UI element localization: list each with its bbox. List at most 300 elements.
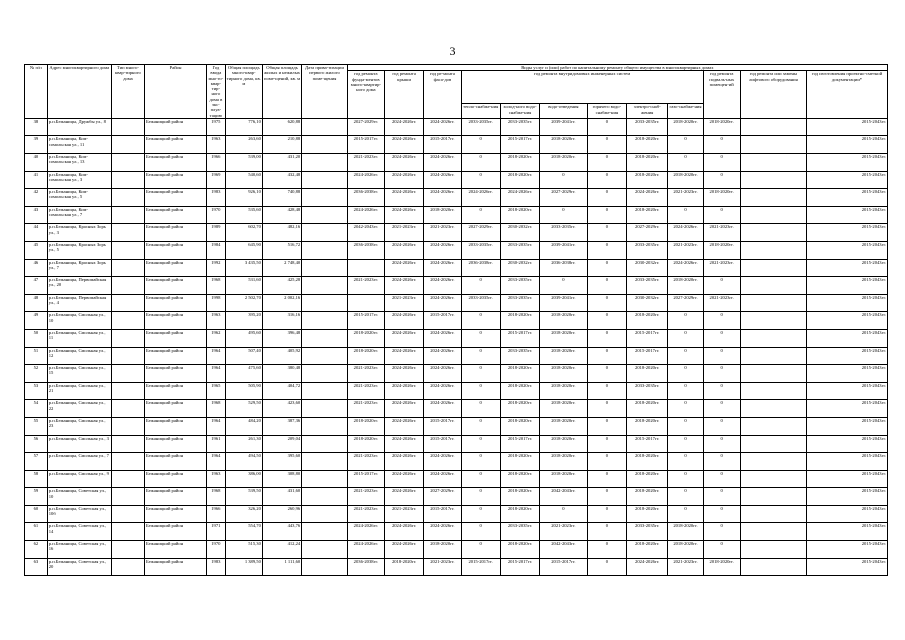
table-cell: 2018-2020гг. — [668, 118, 703, 136]
table-cell — [740, 277, 806, 295]
table-cell — [111, 541, 144, 559]
table-cell: 2018-2020гг. — [500, 171, 539, 189]
table-cell: 49 — [25, 312, 48, 330]
table-cell: 2039-2041гг. — [540, 241, 588, 259]
table-cell: 0 — [587, 312, 626, 330]
table-cell: 2018-2020гг. — [627, 488, 668, 506]
table-cell — [111, 154, 144, 172]
table-cell: 2018-2020гг. — [627, 453, 668, 471]
table-cell: 0 — [703, 505, 740, 523]
table-cell: 2018-2020гг. — [540, 453, 588, 471]
table-cell: 2024-2026гг. — [384, 206, 423, 224]
table-cell: Бежаницкий район — [144, 189, 206, 207]
table-cell: 2033-2035гг. — [500, 118, 539, 136]
table-cell — [740, 417, 806, 435]
table-cell: 2024-2026гг. — [627, 189, 668, 207]
table-cell: 0 — [668, 329, 703, 347]
table-cell: 2021-2023гг. — [347, 453, 384, 471]
table-cell: р.п.Бежаницы, Ком-сомольская ул., 3 — [47, 171, 111, 189]
table-cell: 263,60 — [225, 136, 262, 154]
table-cell: 57 — [25, 453, 48, 471]
table-cell: 2024-2026гг. — [424, 523, 461, 541]
table-cell: р.п.Бежаницы, Смольная ул., 11 — [47, 329, 111, 347]
page-number: 3 — [449, 44, 456, 58]
table-cell: 0 — [703, 347, 740, 365]
table-cell: 2033-2035гг. — [627, 277, 668, 295]
table-row — [25, 154, 888, 172]
table-cell: 482,16 — [262, 224, 301, 242]
table-cell: 2024-2026гг. — [384, 400, 423, 418]
table-cell: 505,90 — [225, 382, 262, 400]
col-header-elevator: год ремонта или замены лифтового оборудования — [740, 71, 806, 119]
table-cell — [111, 171, 144, 189]
table-cell — [302, 206, 348, 224]
table-cell: 2024-2026гг. — [424, 241, 461, 259]
table-cell: 529,50 — [225, 400, 262, 418]
table-cell — [111, 558, 144, 576]
table-cell — [111, 382, 144, 400]
table-cell: Бежаницкий район — [144, 224, 206, 242]
table-cell: р.п.Бежаницы, Красных Зорь ул., 3 — [47, 224, 111, 242]
table-cell: 2018-2020гг. — [540, 435, 588, 453]
table-cell: 431,60 — [262, 488, 301, 506]
table-cell: 0 — [668, 435, 703, 453]
col-header-heat: тепло-снабже-ния — [461, 104, 500, 118]
table-cell: 0 — [461, 470, 500, 488]
table-cell: 2024-2026гг. — [347, 541, 384, 559]
table-cell: 2018-2020гг. — [703, 189, 740, 207]
table-cell: 2024-2026гг. — [627, 558, 668, 576]
table-cell: 395,20 — [225, 312, 262, 330]
table-row — [25, 329, 888, 347]
table-cell — [740, 541, 806, 559]
table-cell: 0 — [587, 171, 626, 189]
table-cell: 2015-2043гг. — [807, 224, 888, 242]
table-cell: 2024-2026гг. — [424, 382, 461, 400]
table-cell: 2015-2043гг. — [807, 417, 888, 435]
table-cell: 2018-2020гг. — [627, 312, 668, 330]
table-cell: 1970 — [207, 206, 226, 224]
table-cell: 2015-2043гг. — [807, 329, 888, 347]
col-header-type: Тип много-квар-тирного дома — [111, 65, 144, 119]
table-cell: 2015-2017гг. — [424, 435, 461, 453]
table-cell: 0 — [461, 400, 500, 418]
table-row — [25, 294, 888, 312]
table-cell: 423,60 — [262, 400, 301, 418]
table-cell: 1962 — [207, 329, 226, 347]
table-cell: 2036-2038гг. — [461, 259, 500, 277]
table-row — [25, 118, 888, 136]
table-cell: 494,50 — [225, 453, 262, 471]
table-cell: 2024-2026гг. — [384, 189, 423, 207]
table-cell — [302, 505, 348, 523]
table-cell: 2015-2043гг. — [807, 365, 888, 383]
table-cell: Бежаницкий район — [144, 241, 206, 259]
table-cell: 2021-2023гг. — [668, 558, 703, 576]
table-cell: 645,90 — [225, 241, 262, 259]
table-cell — [302, 154, 348, 172]
table-cell: 2033-2035гг. — [627, 118, 668, 136]
table-cell: 2024-2026гг. — [384, 523, 423, 541]
col-header-electric: электро-снаб-жения — [627, 104, 668, 118]
table-cell: 210,88 — [262, 136, 301, 154]
table-cell — [740, 453, 806, 471]
table-cell: 0 — [703, 171, 740, 189]
table-cell: 42 — [25, 189, 48, 207]
table-cell: 2015-2043гг. — [807, 382, 888, 400]
table-cell: 531,60 — [225, 277, 262, 295]
table-cell: 0 — [703, 136, 740, 154]
table-cell: 2018-2020гг. — [703, 558, 740, 576]
table-cell: 0 — [540, 171, 588, 189]
table-cell: 2018-2020гг. — [500, 417, 539, 435]
table-cell: Бежаницкий район — [144, 277, 206, 295]
table-cell — [740, 347, 806, 365]
table-cell: 2033-2035гг. — [461, 294, 500, 312]
table-cell: 405,92 — [262, 347, 301, 365]
table-cell: 1968 — [207, 488, 226, 506]
table-cell: 0 — [587, 382, 626, 400]
table-cell: 2024-2026гг. — [424, 189, 461, 207]
table-cell: 2024-2026гг. — [424, 259, 461, 277]
table-cell: 0 — [587, 470, 626, 488]
table-cell: 0 — [587, 118, 626, 136]
table-cell: 2042-2043гг. — [347, 224, 384, 242]
table-cell: 0 — [587, 154, 626, 172]
table-cell: 2018-2020гг. — [668, 541, 703, 559]
table-cell: 2027-2029гг. — [668, 294, 703, 312]
table-cell: 535,60 — [225, 206, 262, 224]
table-cell: 2042-2043гг. — [540, 488, 588, 506]
table-cell: 48 — [25, 294, 48, 312]
table-cell: 0 — [703, 400, 740, 418]
table-cell: 0 — [703, 417, 740, 435]
table-cell: 308,80 — [262, 470, 301, 488]
table-row — [25, 488, 888, 506]
table-row — [25, 400, 888, 418]
table-cell: 2018-2020гг. — [500, 453, 539, 471]
table-cell: 2021-2023гг. — [703, 294, 740, 312]
table-cell: 2018-2020гг. — [347, 347, 384, 365]
table-cell: 2015-2017гг. — [500, 558, 539, 576]
table-cell: 2024-2026гг. — [461, 189, 500, 207]
table-cell: 425,28 — [262, 277, 301, 295]
table-cell: 59 — [25, 488, 48, 506]
table-cell: 2015-2017гг. — [424, 505, 461, 523]
table-cell: 2033-2035гг. — [540, 224, 588, 242]
table-cell — [302, 224, 348, 242]
table-cell: 2024-2026гг. — [424, 118, 461, 136]
table-cell — [111, 118, 144, 136]
table-cell: 1 111,60 — [262, 558, 301, 576]
table-cell: 428,48 — [262, 206, 301, 224]
table-cell: р.п.Бежаницы, Смольная ул., 15 — [47, 365, 111, 383]
table-cell: 2015-2043гг. — [807, 277, 888, 295]
table-cell: 2036-2038гг. — [540, 259, 588, 277]
table-cell: р.п.Бежаницы, Смольная ул., 9 — [47, 470, 111, 488]
table-cell: 2024-2026гг. — [384, 241, 423, 259]
table-row — [25, 453, 888, 471]
table-cell: 43 — [25, 206, 48, 224]
table-cell: 2021-2023гг. — [703, 224, 740, 242]
table-cell: 0 — [587, 541, 626, 559]
table-cell: Бежаницкий район — [144, 505, 206, 523]
table-cell: 2015-2017гг. — [500, 136, 539, 154]
table-cell: 1992 — [207, 259, 226, 277]
table-cell: р.п.Бежаницы, Советская ул., 16 — [47, 541, 111, 559]
table-cell: 0 — [540, 277, 588, 295]
table-cell: 2024-2026гг. — [384, 488, 423, 506]
table-cell: 260,96 — [262, 505, 301, 523]
table-cell — [740, 241, 806, 259]
col-header-roof: год ремонта крыши — [384, 71, 423, 119]
table-cell: 316,16 — [262, 312, 301, 330]
table-cell: 2018-2020гг. — [424, 206, 461, 224]
table-cell: 2015-2017гг. — [540, 558, 588, 576]
table-cell: 1983 — [207, 558, 226, 576]
table-cell: Бежаницкий район — [144, 136, 206, 154]
table-cell: 0 — [668, 488, 703, 506]
table-cell: 0 — [540, 206, 588, 224]
table-cell: 0 — [461, 347, 500, 365]
table-row — [25, 558, 888, 576]
table-row — [25, 435, 888, 453]
table-cell: 0 — [703, 488, 740, 506]
table-row — [25, 541, 888, 559]
table-cell: 2018-2020гг. — [540, 136, 588, 154]
table-cell: 1963 — [207, 136, 226, 154]
table-cell: р.п.Бежаницы, Первомайская ул., 4 — [47, 294, 111, 312]
table-cell: 0 — [461, 541, 500, 559]
table-cell: 2024-2026гг. — [424, 453, 461, 471]
table-cell: 2015-2043гг. — [807, 136, 888, 154]
table-cell: р.п.Бежаницы, Дружбы ул., 8 — [47, 118, 111, 136]
table-cell: 2015-2043гг. — [807, 347, 888, 365]
table-cell: 0 — [703, 435, 740, 453]
table-cell — [111, 470, 144, 488]
table-cell: 2021-2023гг. — [668, 241, 703, 259]
table-cell — [302, 294, 348, 312]
table-cell: р.п.Бежаницы, Смольная ул., 21 — [47, 382, 111, 400]
table-cell: р.п.Бежаницы, Смольная ул., 22 — [47, 400, 111, 418]
col-header-area-premises: Общая площадь жилых и нежилых поме-щений, кв. м — [262, 65, 301, 119]
table-cell: 53 — [25, 382, 48, 400]
table-cell: 554,70 — [225, 523, 262, 541]
table-cell: 2015-2043гг. — [807, 470, 888, 488]
table-cell: 51 — [25, 347, 48, 365]
table-cell: 2015-2043гг. — [807, 488, 888, 506]
table-cell: 2027-2029гг. — [627, 224, 668, 242]
table-cell: 387,36 — [262, 417, 301, 435]
table-cell: 0 — [668, 505, 703, 523]
table-cell: 0 — [587, 241, 626, 259]
table-cell: 2024-2026гг. — [424, 470, 461, 488]
table-cell: 2015-2043гг. — [807, 523, 888, 541]
table-cell: 2015-2017гг. — [347, 312, 384, 330]
table-cell: 2024-2026гг. — [424, 171, 461, 189]
table-cell — [302, 347, 348, 365]
table-cell: 0 — [587, 365, 626, 383]
table-cell: 0 — [668, 206, 703, 224]
table-cell: 2018-2020гг. — [540, 365, 588, 383]
table-cell: р.п.Бежаницы, Смольная ул., 23 — [47, 417, 111, 435]
table-cell: 2018-2020гг. — [703, 118, 740, 136]
table-cell: 46 — [25, 259, 48, 277]
table-cell: 0 — [461, 488, 500, 506]
col-header-foundation: год ремонта фунда-ментов много-квартир-ного дома — [347, 71, 384, 119]
table-row — [25, 505, 888, 523]
table-cell: 0 — [703, 154, 740, 172]
table-cell — [302, 453, 348, 471]
table-cell: 3 435,50 — [225, 259, 262, 277]
table-row — [25, 347, 888, 365]
table-cell: р.п.Бежаницы, Первомайская ул., 20 — [47, 277, 111, 295]
table-cell: 2024-2026гг. — [384, 435, 423, 453]
table-cell: 2024-2026гг. — [384, 136, 423, 154]
table-cell: 0 — [461, 277, 500, 295]
table-cell: 2018-2020гг. — [540, 400, 588, 418]
table-cell: 56 — [25, 435, 48, 453]
table-cell: 2018-2020гг. — [500, 488, 539, 506]
table-cell: 0 — [461, 523, 500, 541]
table-cell — [740, 224, 806, 242]
table-cell: 2021-2023гг. — [347, 505, 384, 523]
table-cell: 54 — [25, 400, 48, 418]
table-cell: 2018-2020гг. — [627, 505, 668, 523]
table-cell: Бежаницкий район — [144, 206, 206, 224]
table-cell: 2021-2023гг. — [424, 224, 461, 242]
table-cell: 0 — [587, 259, 626, 277]
table-row — [25, 277, 888, 295]
table-cell — [302, 259, 348, 277]
table-cell — [302, 400, 348, 418]
table-cell: 2030-2032гг. — [500, 224, 539, 242]
table-cell: 2033-2035гг. — [500, 347, 539, 365]
table-cell: Бежаницкий район — [144, 541, 206, 559]
table-cell: 0 — [461, 435, 500, 453]
table-cell: 0 — [461, 154, 500, 172]
col-header-gas: газо-снабже-ния — [668, 104, 703, 118]
table-cell: Бежаницкий район — [144, 417, 206, 435]
table-cell: 2018-2020гг. — [500, 312, 539, 330]
table-cell: 62 — [25, 541, 48, 559]
table-row — [25, 189, 888, 207]
table-cell: 515,30 — [225, 541, 262, 559]
table-cell: 0 — [587, 488, 626, 506]
table-cell — [740, 154, 806, 172]
table-cell — [740, 505, 806, 523]
col-header-year: Год ввода мно-го-квар-тир-ного дома в экс-плуа-тацию — [208, 65, 224, 118]
table-cell — [740, 294, 806, 312]
table-cell: Бежаницкий район — [144, 154, 206, 172]
table-cell: 2015-2017гг. — [347, 470, 384, 488]
table-cell: р.п.Бежаницы, Ком-сомольская ул., 11 — [47, 136, 111, 154]
table-cell: 1968 — [207, 400, 226, 418]
table-row — [25, 382, 888, 400]
table-cell: 2027-2029гг. — [461, 224, 500, 242]
table-cell: 41 — [25, 171, 48, 189]
table-cell: 2015-2043гг. — [807, 453, 888, 471]
table-cell: 2021-2023гг. — [347, 365, 384, 383]
table-cell: 0 — [668, 154, 703, 172]
table-cell: Бежаницкий район — [144, 347, 206, 365]
col-header-address: Адрес многоквартирного дома — [47, 65, 111, 119]
table-cell: 2018-2020гг. — [500, 382, 539, 400]
table-cell: 2018-2020гг. — [540, 312, 588, 330]
table-cell: 2018-2020гг. — [668, 277, 703, 295]
table-cell: 926,10 — [225, 189, 262, 207]
table-cell: 2033-2035гг. — [500, 294, 539, 312]
table-cell: 2024-2026гг. — [384, 347, 423, 365]
table-cell: 2015-2043гг. — [807, 435, 888, 453]
table-cell — [740, 558, 806, 576]
table-cell — [302, 277, 348, 295]
table-cell: 0 — [703, 277, 740, 295]
table-cell: 2021-2023гг. — [347, 488, 384, 506]
table-cell — [347, 259, 384, 277]
table-row — [25, 417, 888, 435]
table-cell: 2018-2020гг. — [540, 347, 588, 365]
table-cell: 1989 — [207, 224, 226, 242]
col-header-basement: год ремонта подваль-ных помещен-ий — [703, 71, 740, 119]
table-cell: р.п.Бежаницы, Смольная ул., 7 — [47, 453, 111, 471]
col-header-district: Район — [144, 65, 206, 119]
table-row — [25, 171, 888, 189]
table-cell: 0 — [587, 435, 626, 453]
table-cell: 0 — [703, 365, 740, 383]
table-cell: 0 — [461, 382, 500, 400]
capital-repair-table — [24, 64, 888, 576]
table-cell: 2030-2032гг. — [627, 294, 668, 312]
col-header-num: № п/п — [25, 65, 48, 119]
table-row — [25, 136, 888, 154]
table-cell: 443,76 — [262, 523, 301, 541]
table-row — [25, 523, 888, 541]
table-cell: 0 — [703, 470, 740, 488]
table-cell: р.п.Бежаницы, Красных Зорь ул., 7 — [47, 259, 111, 277]
table-cell: 2018-2020гг. — [703, 241, 740, 259]
table-cell — [302, 382, 348, 400]
table-cell — [111, 488, 144, 506]
table-cell — [111, 347, 144, 365]
table-cell: 2024-2026гг. — [668, 224, 703, 242]
col-header-drain: водо-отведения — [540, 104, 588, 118]
table-cell: 1966 — [207, 154, 226, 172]
table-cell — [740, 189, 806, 207]
table-cell: 2021-2023гг. — [540, 523, 588, 541]
table-cell: 2018-2020гг. — [347, 417, 384, 435]
table-cell — [111, 329, 144, 347]
table-cell: 2024-2026гг. — [384, 171, 423, 189]
table-cell: 2015-2043гг. — [807, 294, 888, 312]
table-cell — [302, 470, 348, 488]
table-cell: р.п.Бежаницы, Советская ул., 14 — [47, 523, 111, 541]
table-cell: 2036-2038гг. — [347, 558, 384, 576]
table-row — [25, 206, 888, 224]
table-cell: 2018-2020гг. — [540, 154, 588, 172]
table-cell — [740, 435, 806, 453]
table-cell: Бежаницкий район — [144, 329, 206, 347]
table-cell — [302, 189, 348, 207]
table-cell: 1971 — [207, 523, 226, 541]
table-cell: 2018-2020гг. — [500, 365, 539, 383]
table-cell: 2021-2023гг. — [384, 294, 423, 312]
table-cell: 0 — [461, 206, 500, 224]
table-cell: 2024-2026гг. — [384, 365, 423, 383]
table-cell: 2027-2029гг. — [347, 118, 384, 136]
table-cell: 58 — [25, 470, 48, 488]
col-header-services: Виды услуг и (или) работ по капитальному ремонту общего имущества в многоквартирных домах — [347, 65, 887, 71]
